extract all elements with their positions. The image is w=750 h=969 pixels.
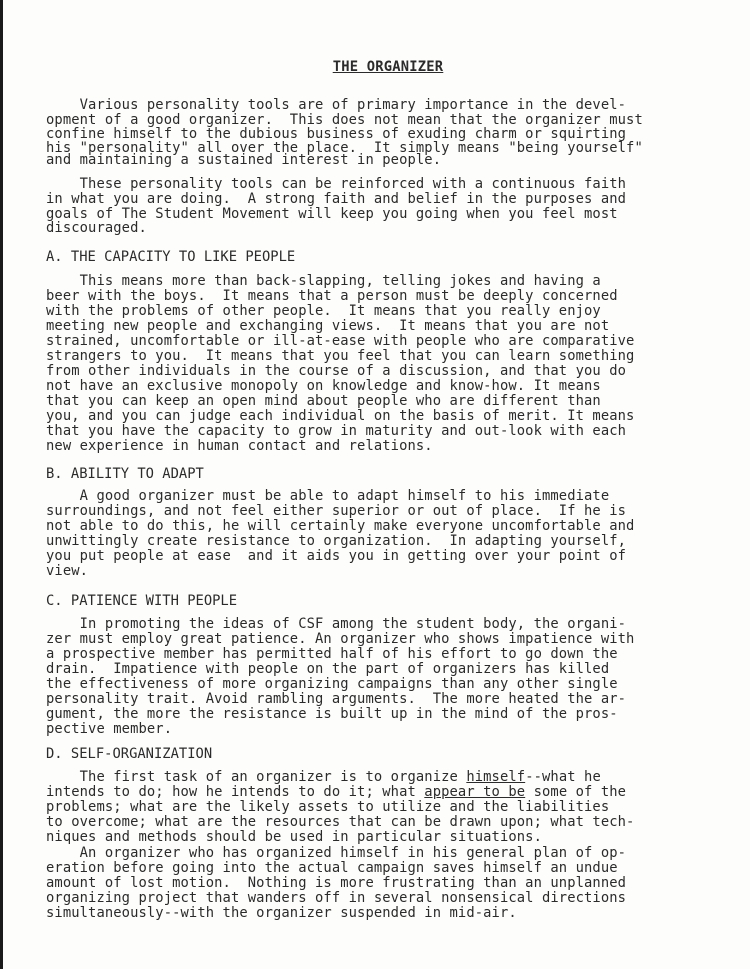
text-line: that you have the capacity to grow in maturity and out-look with each — [46, 423, 627, 439]
text-line — [46, 785, 626, 799]
text-line: drain. Impatience with people on the part of organizers has killed — [46, 661, 610, 677]
text-line: with the problems of other people. It means that you really enjoy — [46, 303, 601, 319]
text-line: goals of The Student Movement will keep you going when you feel most — [46, 206, 618, 222]
text-line: view. — [46, 563, 89, 579]
text-line: from other individuals in the course of a discussion, and that you do — [46, 363, 627, 379]
emphasized-text: appear to be — [424, 784, 526, 800]
text-line: confine himself to the dubious business of exuding charm or squirting — [46, 126, 627, 142]
text-line: personality trait. Avoid rambling arguments. The more heated the ar- — [46, 691, 627, 707]
text-line: These personality tools can be reinforced with a continuous faith — [46, 176, 627, 192]
text-line: This means more than back-slapping, telling jokes and having a — [46, 273, 601, 289]
text-line: discouraged. — [46, 220, 147, 236]
section-heading-b: B. ABILITY TO ADAPT — [46, 466, 204, 482]
text-line — [46, 770, 601, 784]
text-line: niques and methods should be used in particular situations. — [46, 829, 542, 845]
text-line: surroundings, and not feel either superior or out of place. If he is — [46, 503, 627, 519]
text-line: his "personality" all over the place. It simply means "being yourself" — [46, 140, 643, 156]
text-line: and maintaining a sustained interest in people. — [46, 152, 442, 168]
text-line: you put people at ease and it aids you in getting over your point of — [46, 548, 627, 564]
text-line: unwittingly create resistance to organization. In adapting yourself, — [46, 533, 627, 549]
text-line: simultaneously--with the organizer suspended in mid-air. — [46, 905, 517, 921]
text-line: gument, the more the resistance is built up in the mind of the pros- — [46, 706, 618, 722]
text-line: in what you are doing. A strong faith and belief in the purposes and — [46, 191, 627, 207]
text-fragment: The first task of an organizer is to organize — [46, 769, 467, 785]
text-line: eration before going into the actual campaign saves himself an undue — [46, 860, 618, 876]
text-line: a prospective member has permitted half of his effort to go down the — [46, 646, 618, 662]
text-line: amount of lost motion. Nothing is more frustrating than an unplanned — [46, 875, 627, 891]
section-heading-c: C. PATIENCE WITH PEOPLE — [46, 593, 238, 609]
page-edge-shadow — [0, 0, 3, 969]
text-line: not have an exclusive monopoly on knowledge and know-how. It means — [46, 378, 601, 394]
text-line: An organizer who has organized himself in his general plan of op- — [46, 845, 627, 861]
text-line: not able to do this, he will certainly make everyone uncomfortable and — [46, 518, 635, 534]
text-line: strangers to you. It means that you feel that you can learn something — [46, 348, 635, 364]
text-fragment: some of the — [525, 784, 627, 800]
text-line: opment of a good organizer. This does not mean that the organizer must — [46, 112, 643, 128]
text-fragment: --what he — [525, 769, 601, 785]
text-line: you, and you can judge each individual on the basis of merit. It means — [46, 408, 635, 424]
title-text: THE ORGANIZER — [332, 59, 444, 75]
text-line: meeting new people and exchanging views. It means that you are not — [46, 318, 610, 334]
page-title — [0, 59, 750, 75]
text-line: In promoting the ideas of CSF among the student body, the organi- — [46, 616, 627, 632]
text-line: new experience in human contact and relations. — [46, 438, 433, 454]
text-line: zer must employ great patience. An organizer who shows impatience with — [46, 631, 635, 647]
text-line: organizing project that wanders off in several nonsensical directions — [46, 890, 627, 906]
text-line: problems; what are the likely assets to utilize and the liabilities — [46, 799, 610, 815]
text-fragment: intends to do; how he intends to do it; what — [46, 784, 425, 800]
text-line: beer with the boys. It means that a person must be deeply concerned — [46, 288, 618, 304]
text-line: to overcome; what are the resources that can be drawn upon; what tech- — [46, 814, 635, 830]
text-line: Various personality tools are of primary importance in the devel- — [46, 97, 627, 113]
text-line: strained, uncomfortable or ill-at-ease with people who are comparative — [46, 333, 635, 349]
section-heading-d: D. SELF-ORGANIZATION — [46, 746, 213, 762]
section-heading-a: A. THE CAPACITY TO LIKE PEOPLE — [46, 249, 296, 265]
text-line: pective member. — [46, 721, 173, 737]
text-line: that you can keep an open mind about people who are different than — [46, 393, 601, 409]
text-line: A good organizer must be able to adapt himself to his immediate — [46, 488, 610, 504]
text-line: the effectiveness of more organizing campaigns than any other single — [46, 676, 618, 692]
emphasized-text: himself — [466, 769, 526, 785]
